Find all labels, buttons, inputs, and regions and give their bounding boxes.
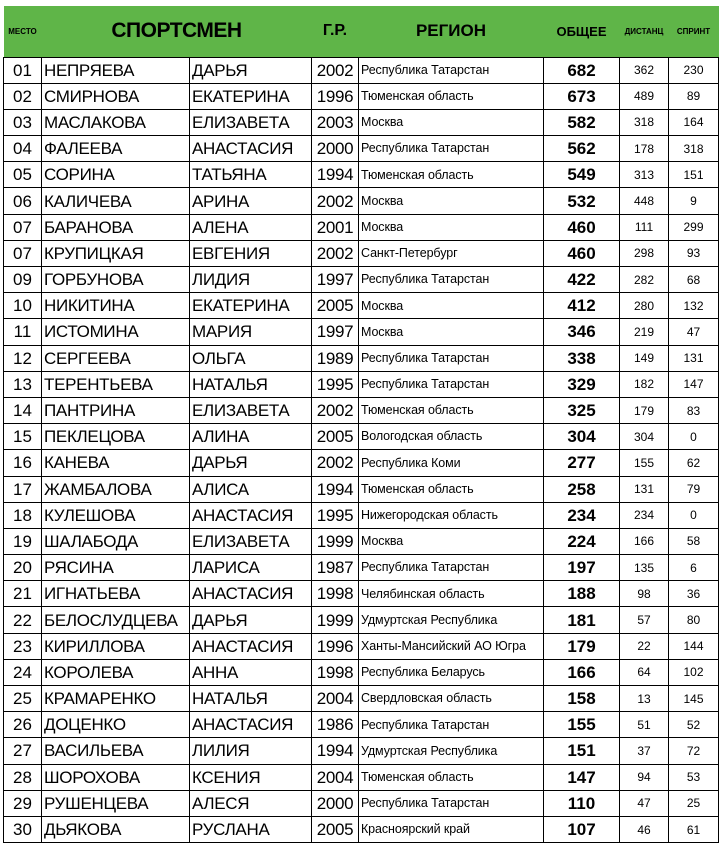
cell-distance: 362 xyxy=(620,57,669,83)
cell-total: 346 xyxy=(544,319,620,345)
cell-sprint: 9 xyxy=(669,188,719,214)
cell-birth-year: 2000 xyxy=(312,136,359,162)
cell-birth-year: 2004 xyxy=(312,764,359,790)
cell-birth-year: 1987 xyxy=(312,555,359,581)
table-row xyxy=(4,345,719,371)
cell-last-name: НИКИТИНА xyxy=(42,293,190,319)
cell-first-name: НАТАЛЬЯ xyxy=(190,686,312,712)
column-header-sprint: СПРИНТ xyxy=(676,26,711,36)
cell-region: Тюменская область xyxy=(359,476,544,502)
cell-total: 562 xyxy=(544,136,620,162)
cell-sprint: 131 xyxy=(669,345,719,371)
cell-sprint: 0 xyxy=(669,424,719,450)
cell-region: Республика Татарстан xyxy=(359,790,544,816)
cell-last-name: КРУПИЦКАЯ xyxy=(42,240,190,266)
cell-total: 197 xyxy=(544,555,620,581)
cell-region: Республика Татарстан xyxy=(359,345,544,371)
cell-place: 20 xyxy=(4,555,42,581)
cell-first-name: ЕЛИЗАВЕТА xyxy=(190,397,312,423)
cell-distance: 51 xyxy=(620,712,669,738)
cell-total: 224 xyxy=(544,528,620,554)
cell-first-name: ДАРЬЯ xyxy=(190,607,312,633)
cell-birth-year: 2005 xyxy=(312,293,359,319)
cell-region: Челябинская область xyxy=(359,581,544,607)
cell-first-name: ЕЛИЗАВЕТА xyxy=(190,528,312,554)
cell-last-name: ФАЛЕЕВА xyxy=(42,136,190,162)
table-row xyxy=(4,528,719,554)
cell-sprint: 89 xyxy=(669,83,719,109)
table-row xyxy=(4,764,719,790)
cell-first-name: ЕКАТЕРИНА xyxy=(190,293,312,319)
cell-birth-year: 1997 xyxy=(312,267,359,293)
table-row xyxy=(4,109,719,135)
cell-last-name: КИРИЛЛОВА xyxy=(42,633,190,659)
cell-place: 18 xyxy=(4,502,42,528)
cell-last-name: СОРИНА xyxy=(42,162,190,188)
cell-total: 673 xyxy=(544,83,620,109)
cell-distance: 13 xyxy=(620,686,669,712)
cell-distance: 318 xyxy=(620,109,669,135)
table-row xyxy=(4,319,719,345)
cell-total: 325 xyxy=(544,397,620,423)
cell-first-name: АНАСТАСИЯ xyxy=(190,136,312,162)
cell-birth-year: 1996 xyxy=(312,633,359,659)
cell-sprint: 47 xyxy=(669,319,719,345)
cell-distance: 182 xyxy=(620,371,669,397)
cell-total: 549 xyxy=(544,162,620,188)
cell-region: Удмуртская Республика xyxy=(359,738,544,764)
table-row xyxy=(4,371,719,397)
cell-place: 28 xyxy=(4,764,42,790)
cell-birth-year: 2005 xyxy=(312,424,359,450)
cell-distance: 131 xyxy=(620,476,669,502)
table-row xyxy=(4,659,719,685)
table-row xyxy=(4,162,719,188)
cell-birth-year: 2004 xyxy=(312,686,359,712)
cell-place: 12 xyxy=(4,345,42,371)
cell-total: 166 xyxy=(544,659,620,685)
cell-distance: 280 xyxy=(620,293,669,319)
cell-region: Республика Татарстан xyxy=(359,555,544,581)
cell-first-name: НАТАЛЬЯ xyxy=(190,371,312,397)
table-row xyxy=(4,607,719,633)
table-row xyxy=(4,57,719,83)
cell-sprint: 93 xyxy=(669,240,719,266)
cell-distance: 178 xyxy=(620,136,669,162)
cell-place: 07 xyxy=(4,240,42,266)
cell-total: 277 xyxy=(544,450,620,476)
cell-distance: 313 xyxy=(620,162,669,188)
cell-place: 19 xyxy=(4,528,42,554)
cell-place: 27 xyxy=(4,738,42,764)
cell-birth-year: 2001 xyxy=(312,214,359,240)
cell-sprint: 83 xyxy=(669,397,719,423)
cell-birth-year: 1996 xyxy=(312,83,359,109)
cell-last-name: СЕРГЕЕВА xyxy=(42,345,190,371)
cell-sprint: 0 xyxy=(669,502,719,528)
cell-distance: 98 xyxy=(620,581,669,607)
column-header-region: РЕГИОН xyxy=(415,21,487,41)
table-row xyxy=(4,293,719,319)
cell-place: 07 xyxy=(4,214,42,240)
cell-sprint: 147 xyxy=(669,371,719,397)
cell-birth-year: 2005 xyxy=(312,816,359,842)
table-row xyxy=(4,136,719,162)
cell-total: 181 xyxy=(544,607,620,633)
cell-total: 188 xyxy=(544,581,620,607)
cell-place: 30 xyxy=(4,816,42,842)
cell-place: 21 xyxy=(4,581,42,607)
column-header-total: ОБЩЕЕ xyxy=(556,23,607,39)
cell-last-name: БАРАНОВА xyxy=(42,214,190,240)
cell-last-name: ШОРОХОВА xyxy=(42,764,190,790)
cell-total: 110 xyxy=(544,790,620,816)
table-row xyxy=(4,686,719,712)
cell-place: 04 xyxy=(4,136,42,162)
cell-total: 338 xyxy=(544,345,620,371)
cell-total: 682 xyxy=(544,57,620,83)
cell-region: Тюменская область xyxy=(359,764,544,790)
cell-total: 258 xyxy=(544,476,620,502)
cell-sprint: 58 xyxy=(669,528,719,554)
table-row xyxy=(4,397,719,423)
cell-distance: 155 xyxy=(620,450,669,476)
cell-birth-year: 1994 xyxy=(312,738,359,764)
cell-region: Тюменская область xyxy=(359,162,544,188)
cell-sprint: 61 xyxy=(669,816,719,842)
cell-total: 532 xyxy=(544,188,620,214)
cell-birth-year: 1989 xyxy=(312,345,359,371)
cell-first-name: ЕВГЕНИЯ xyxy=(190,240,312,266)
cell-total: 460 xyxy=(544,240,620,266)
cell-region: Республика Татарстан xyxy=(359,712,544,738)
cell-last-name: ВАСИЛЬЕВА xyxy=(42,738,190,764)
results-table xyxy=(3,6,719,843)
cell-place: 22 xyxy=(4,607,42,633)
cell-region: Вологодская область xyxy=(359,424,544,450)
cell-region: Санкт-Петербург xyxy=(359,240,544,266)
cell-place: 05 xyxy=(4,162,42,188)
header-row xyxy=(4,6,719,57)
cell-sprint: 79 xyxy=(669,476,719,502)
cell-birth-year: 1999 xyxy=(312,607,359,633)
cell-region: Москва xyxy=(359,319,544,345)
cell-birth-year: 1998 xyxy=(312,659,359,685)
cell-total: 460 xyxy=(544,214,620,240)
cell-place: 11 xyxy=(4,319,42,345)
cell-last-name: СМИРНОВА xyxy=(42,83,190,109)
cell-birth-year: 2000 xyxy=(312,790,359,816)
cell-birth-year: 2002 xyxy=(312,450,359,476)
cell-region: Нижегородская область xyxy=(359,502,544,528)
cell-region: Москва xyxy=(359,188,544,214)
cell-first-name: ЕКАТЕРИНА xyxy=(190,83,312,109)
cell-distance: 57 xyxy=(620,607,669,633)
cell-last-name: КАНЕВА xyxy=(42,450,190,476)
cell-sprint: 80 xyxy=(669,607,719,633)
cell-birth-year: 1994 xyxy=(312,162,359,188)
cell-region: Москва xyxy=(359,293,544,319)
cell-sprint: 132 xyxy=(669,293,719,319)
cell-place: 02 xyxy=(4,83,42,109)
cell-total: 158 xyxy=(544,686,620,712)
cell-first-name: АНАСТАСИЯ xyxy=(190,502,312,528)
cell-birth-year: 2002 xyxy=(312,57,359,83)
cell-distance: 179 xyxy=(620,397,669,423)
cell-first-name: МАРИЯ xyxy=(190,319,312,345)
cell-distance: 149 xyxy=(620,345,669,371)
cell-region: Москва xyxy=(359,528,544,554)
cell-last-name: ИГНАТЬЕВА xyxy=(42,581,190,607)
cell-total: 412 xyxy=(544,293,620,319)
cell-place: 23 xyxy=(4,633,42,659)
cell-last-name: НЕПРЯЕВА xyxy=(42,57,190,83)
cell-first-name: АЛИСА xyxy=(190,476,312,502)
table-row xyxy=(4,790,719,816)
cell-first-name: АНАСТАСИЯ xyxy=(190,581,312,607)
cell-region: Тюменская область xyxy=(359,83,544,109)
cell-distance: 47 xyxy=(620,790,669,816)
cell-sprint: 299 xyxy=(669,214,719,240)
cell-first-name: РУСЛАНА xyxy=(190,816,312,842)
table-row xyxy=(4,188,719,214)
cell-region: Красноярский край xyxy=(359,816,544,842)
cell-distance: 166 xyxy=(620,528,669,554)
cell-first-name: ЕЛИЗАВЕТА xyxy=(190,109,312,135)
cell-region: Москва xyxy=(359,214,544,240)
cell-last-name: ИСТОМИНА xyxy=(42,319,190,345)
cell-last-name: ТЕРЕНТЬЕВА xyxy=(42,371,190,397)
cell-sprint: 230 xyxy=(669,57,719,83)
cell-sprint: 144 xyxy=(669,633,719,659)
cell-distance: 304 xyxy=(620,424,669,450)
cell-last-name: РЯСИНА xyxy=(42,555,190,581)
cell-place: 01 xyxy=(4,57,42,83)
cell-birth-year: 2002 xyxy=(312,240,359,266)
cell-distance: 37 xyxy=(620,738,669,764)
cell-first-name: АНАСТАСИЯ xyxy=(190,712,312,738)
cell-place: 16 xyxy=(4,450,42,476)
cell-distance: 234 xyxy=(620,502,669,528)
cell-total: 304 xyxy=(544,424,620,450)
cell-birth-year: 1986 xyxy=(312,712,359,738)
table-row xyxy=(4,450,719,476)
cell-sprint: 72 xyxy=(669,738,719,764)
cell-distance: 22 xyxy=(620,633,669,659)
cell-birth-year: 1995 xyxy=(312,502,359,528)
cell-last-name: ДОЦЕНКО xyxy=(42,712,190,738)
cell-total: 234 xyxy=(544,502,620,528)
cell-last-name: ДЬЯКОВА xyxy=(42,816,190,842)
cell-sprint: 52 xyxy=(669,712,719,738)
cell-place: 29 xyxy=(4,790,42,816)
cell-sprint: 145 xyxy=(669,686,719,712)
cell-last-name: ШАЛАБОДА xyxy=(42,528,190,554)
table-row xyxy=(4,712,719,738)
cell-place: 17 xyxy=(4,476,42,502)
cell-sprint: 102 xyxy=(669,659,719,685)
cell-last-name: КАЛИЧЕВА xyxy=(42,188,190,214)
table-row xyxy=(4,502,719,528)
cell-distance: 111 xyxy=(620,214,669,240)
cell-sprint: 53 xyxy=(669,764,719,790)
cell-birth-year: 1997 xyxy=(312,319,359,345)
cell-place: 15 xyxy=(4,424,42,450)
cell-sprint: 164 xyxy=(669,109,719,135)
cell-region: Ханты-Мансийский АО Югра xyxy=(359,633,544,659)
cell-distance: 298 xyxy=(620,240,669,266)
cell-sprint: 318 xyxy=(669,136,719,162)
cell-sprint: 151 xyxy=(669,162,719,188)
cell-region: Москва xyxy=(359,109,544,135)
cell-distance: 219 xyxy=(620,319,669,345)
cell-birth-year: 2003 xyxy=(312,109,359,135)
cell-last-name: ГОРБУНОВА xyxy=(42,267,190,293)
cell-total: 155 xyxy=(544,712,620,738)
cell-place: 09 xyxy=(4,267,42,293)
cell-place: 26 xyxy=(4,712,42,738)
table-row xyxy=(4,738,719,764)
cell-region: Республика Татарстан xyxy=(359,267,544,293)
table-row xyxy=(4,633,719,659)
cell-total: 147 xyxy=(544,764,620,790)
table-header xyxy=(4,6,719,57)
cell-birth-year: 1995 xyxy=(312,371,359,397)
table-row xyxy=(4,816,719,842)
cell-last-name: МАСЛАКОВА xyxy=(42,109,190,135)
cell-distance: 64 xyxy=(620,659,669,685)
cell-first-name: АЛЕСЯ xyxy=(190,790,312,816)
cell-region: Республика Коми xyxy=(359,450,544,476)
cell-sprint: 25 xyxy=(669,790,719,816)
cell-distance: 46 xyxy=(620,816,669,842)
cell-last-name: БЕЛОСЛУДЦЕВА xyxy=(42,607,190,633)
cell-first-name: ЛИДИЯ xyxy=(190,267,312,293)
cell-total: 422 xyxy=(544,267,620,293)
cell-sprint: 6 xyxy=(669,555,719,581)
table-row xyxy=(4,240,719,266)
cell-place: 06 xyxy=(4,188,42,214)
cell-first-name: ЛИЛИЯ xyxy=(190,738,312,764)
cell-first-name: АЛЕНА xyxy=(190,214,312,240)
cell-region: Свердловская область xyxy=(359,686,544,712)
column-header-athlete: СПОРТСМЕН xyxy=(111,19,242,43)
column-header-distance: ДИСТАНЦ xyxy=(624,26,664,36)
column-header-birth-year: Г.Р. xyxy=(322,22,348,40)
cell-total: 179 xyxy=(544,633,620,659)
table-row xyxy=(4,424,719,450)
cell-place: 24 xyxy=(4,659,42,685)
cell-birth-year: 1998 xyxy=(312,581,359,607)
cell-distance: 448 xyxy=(620,188,669,214)
cell-birth-year: 1994 xyxy=(312,476,359,502)
cell-region: Удмуртская Республика xyxy=(359,607,544,633)
cell-sprint: 36 xyxy=(669,581,719,607)
cell-distance: 489 xyxy=(620,83,669,109)
table-row xyxy=(4,267,719,293)
cell-last-name: ЖАМБАЛОВА xyxy=(42,476,190,502)
cell-last-name: КОРОЛЕВА xyxy=(42,659,190,685)
cell-first-name: ДАРЬЯ xyxy=(190,450,312,476)
cell-place: 25 xyxy=(4,686,42,712)
column-header-place: МЕСТО xyxy=(8,26,37,36)
table-row xyxy=(4,214,719,240)
cell-birth-year: 2002 xyxy=(312,397,359,423)
table-row xyxy=(4,581,719,607)
cell-first-name: АЛИНА xyxy=(190,424,312,450)
cell-birth-year: 1999 xyxy=(312,528,359,554)
cell-region: Республика Татарстан xyxy=(359,371,544,397)
cell-first-name: АРИНА xyxy=(190,188,312,214)
cell-last-name: ПЕКЛЕЦОВА xyxy=(42,424,190,450)
cell-first-name: ОЛЬГА xyxy=(190,345,312,371)
cell-distance: 94 xyxy=(620,764,669,790)
table-body xyxy=(4,57,719,843)
cell-first-name: ДАРЬЯ xyxy=(190,57,312,83)
cell-region: Республика Беларусь xyxy=(359,659,544,685)
cell-distance: 135 xyxy=(620,555,669,581)
cell-region: Тюменская область xyxy=(359,397,544,423)
cell-place: 03 xyxy=(4,109,42,135)
cell-sprint: 68 xyxy=(669,267,719,293)
cell-total: 107 xyxy=(544,816,620,842)
table-row xyxy=(4,555,719,581)
cell-first-name: ЛАРИСА xyxy=(190,555,312,581)
cell-last-name: РУШЕНЦЕВА xyxy=(42,790,190,816)
cell-last-name: КУЛЕШОВА xyxy=(42,502,190,528)
cell-region: Республика Татарстан xyxy=(359,57,544,83)
cell-last-name: КРАМАРЕНКО xyxy=(42,686,190,712)
cell-last-name: ПАНТРИНА xyxy=(42,397,190,423)
cell-sprint: 62 xyxy=(669,450,719,476)
table-row xyxy=(4,476,719,502)
cell-total: 151 xyxy=(544,738,620,764)
cell-region: Республика Татарстан xyxy=(359,136,544,162)
cell-first-name: ТАТЬЯНА xyxy=(190,162,312,188)
cell-first-name: АНАСТАСИЯ xyxy=(190,633,312,659)
cell-place: 13 xyxy=(4,371,42,397)
cell-place: 10 xyxy=(4,293,42,319)
cell-total: 329 xyxy=(544,371,620,397)
cell-place: 14 xyxy=(4,397,42,423)
table-row xyxy=(4,83,719,109)
cell-total: 582 xyxy=(544,109,620,135)
cell-first-name: АННА xyxy=(190,659,312,685)
cell-first-name: КСЕНИЯ xyxy=(190,764,312,790)
cell-distance: 282 xyxy=(620,267,669,293)
cell-birth-year: 2002 xyxy=(312,188,359,214)
